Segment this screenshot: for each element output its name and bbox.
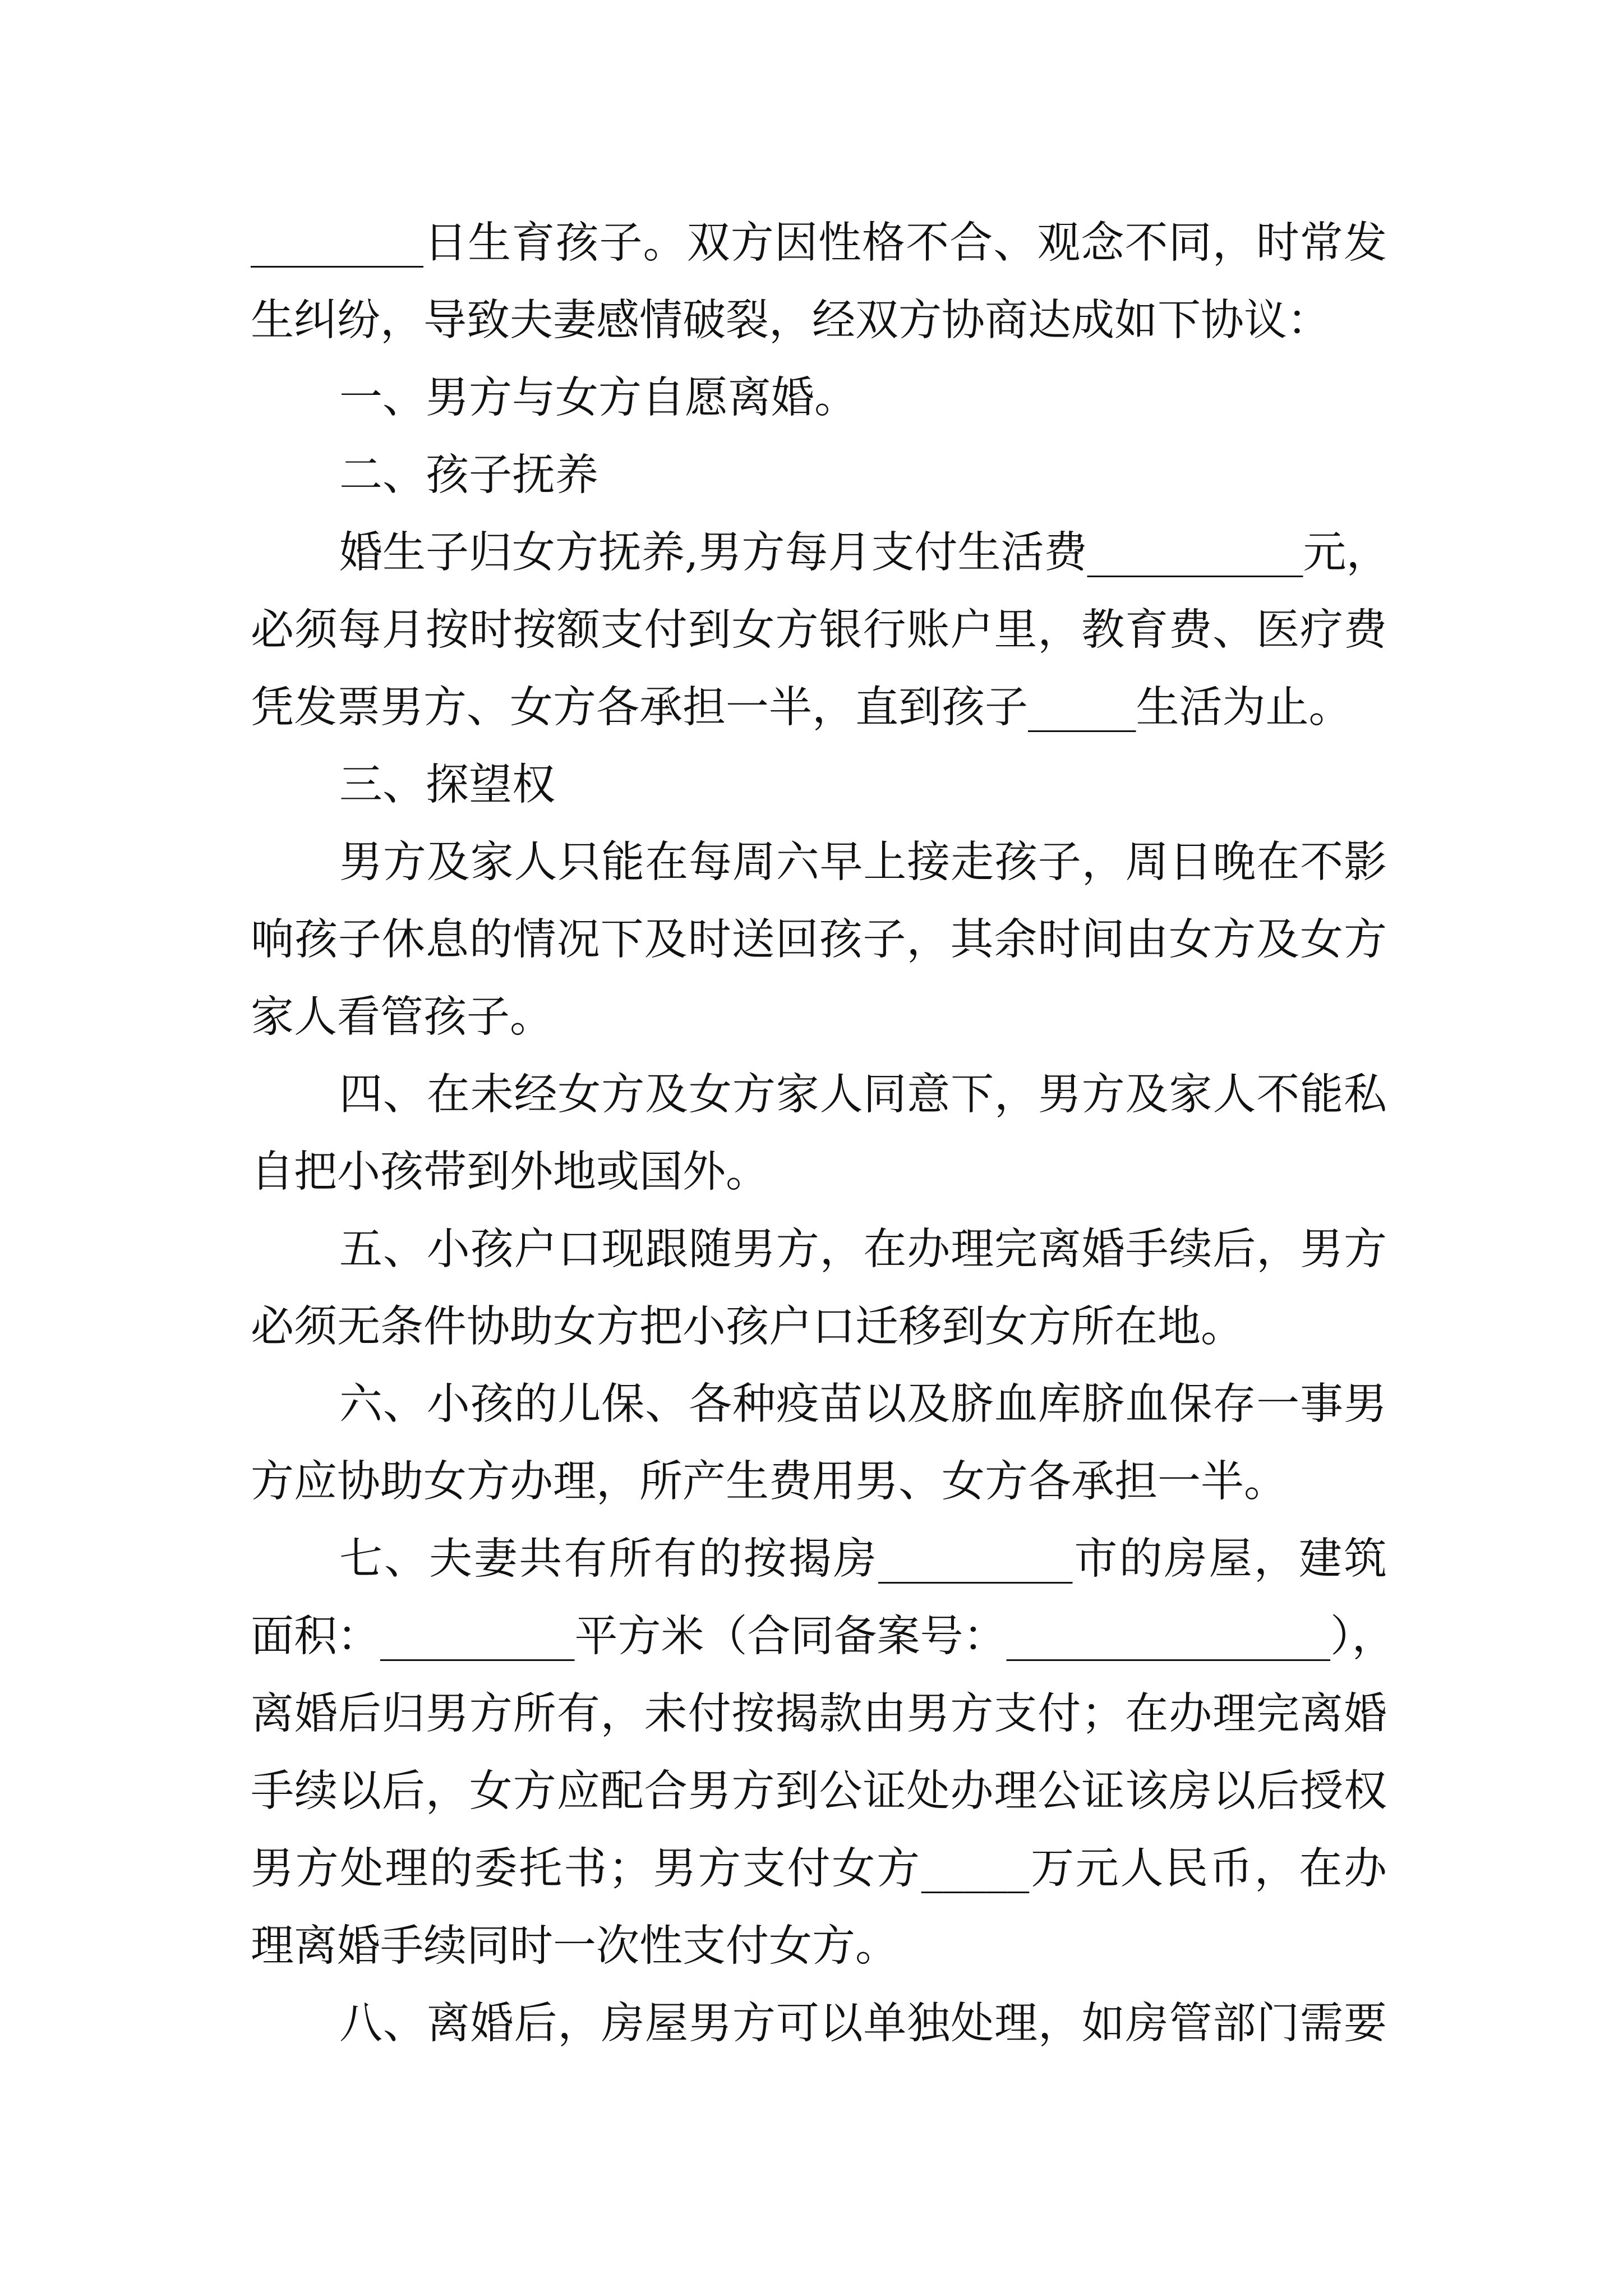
clause-8-paragraph [251, 1985, 1387, 2063]
text-line: 八、离婚后，房屋男方可以单独处理，如房管部门需要 [339, 1999, 1387, 2049]
clause-1-paragraph [251, 360, 1387, 437]
text-line: ________日生育孩子。双方因性格不合、观念不同，时常发 [251, 218, 1387, 268]
clause-4-paragraph [251, 1056, 1387, 1211]
clause-3-heading [251, 747, 1387, 824]
clause-5-paragraph [251, 1211, 1387, 1366]
text-line: 理离婚手续同时一次性支付女方。 [251, 1921, 898, 1971]
text-line: 三、探望权 [339, 760, 555, 810]
text-line: 面积：_________平方米（合同备案号：_______________）， [251, 1612, 1395, 1662]
text-line: 家人看管孩子。 [251, 992, 553, 1042]
text-line: 生纠纷，导致夫妻感情破裂，经双方协商达成如下协议： [251, 296, 1330, 346]
text-line: 自把小孩带到外地或国外。 [251, 1147, 769, 1197]
document-body [251, 205, 1395, 2063]
text-line: 响孩子休息的情况下及时送回孩子，其余时间由女方及女方 [251, 915, 1387, 965]
text-line: 手续以后，女方应配合男方到公证处办理公证该房以后授权 [251, 1766, 1387, 1816]
text-line: 男方及家人只能在每周六早上接走孩子，周日晚在不影 [339, 838, 1387, 887]
child-support-paragraph [251, 514, 1390, 747]
text-line: 方应协助女方办理，所产生费用男、女方各承担一半。 [251, 1457, 1287, 1507]
text-line: 凭发票男方、女方各承担一半，直到孩子_____生活为止。 [251, 683, 1352, 733]
text-line: 七、夫妻共有所有的按揭房_________市的房屋，建筑 [339, 1534, 1387, 1584]
continued-paragraph [251, 205, 1387, 360]
text-line: 五、小孩户口现跟随男方，在办理完离婚手续后，男方 [339, 1225, 1387, 1274]
text-line: 男方处理的委托书；男方支付女方_____万元人民币，在办 [251, 1844, 1387, 1894]
clause-7-paragraph [251, 1521, 1395, 1985]
text-line: 必须每月按时按额支付到女方银行账户里，教育费、医疗费 [251, 605, 1387, 655]
clause-6-paragraph [251, 1366, 1387, 1521]
text-line: 六、小孩的儿保、各种疫苗以及脐血库脐血保存一事男 [339, 1379, 1387, 1429]
visitation-paragraph [251, 824, 1387, 1056]
text-line: 必须无条件协助女方把小孩户口迁移到女方所在地。 [251, 1302, 1244, 1352]
text-line: 离婚后归男方所有，未付按揭款由男方支付；在办理完离婚 [251, 1689, 1387, 1739]
text-line: 四、在未经女方及女方家人同意下，男方及家人不能私 [339, 1070, 1387, 1120]
text-line: 二、孩子抚养 [339, 450, 598, 500]
text-line: 一、男方与女方自愿离婚。 [339, 373, 857, 423]
text-line: 婚生子归女方抚养,男方每月支付生活费__________元， [339, 528, 1390, 578]
clause-2-heading [251, 437, 1387, 514]
